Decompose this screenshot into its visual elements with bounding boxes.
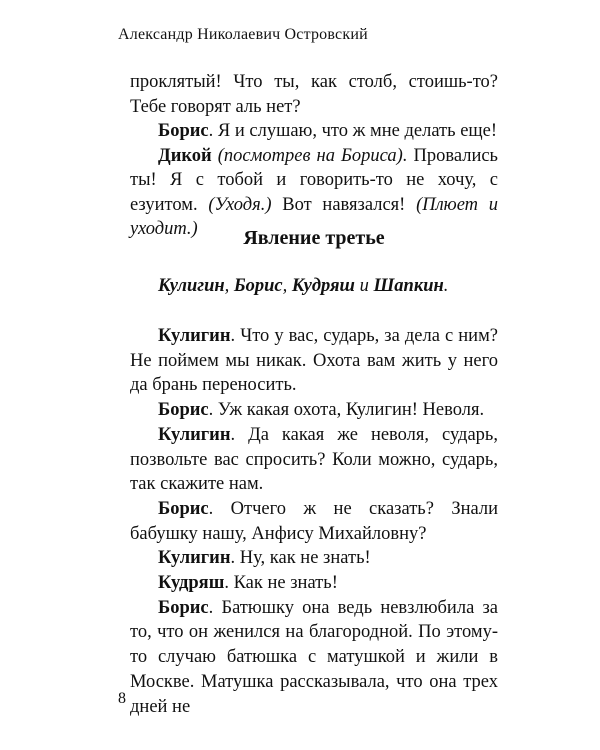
- stage-direction: (посмотрев на Бориса).: [211, 145, 408, 166]
- dialogue-line: [130, 119, 498, 144]
- dialogue-line: [130, 596, 498, 720]
- speech-text: . Ну, как не знать!: [230, 548, 371, 569]
- cast-list: [158, 276, 448, 297]
- dialogue-line: [130, 546, 498, 571]
- speaker-name: Борис: [158, 121, 209, 141]
- stage-direction: (Уходя.): [208, 194, 272, 215]
- speech-text: . Что у вас, сударь, за дела с ним? Не поймем мы никак. Охота вам жить у него да брань переносить.: [130, 326, 498, 396]
- cast-name: Борис: [233, 276, 283, 296]
- continuation-text: проклятый! Что ты, как столб, стоишь-то? Тебе говорят аль нет?: [130, 72, 498, 117]
- dialogue-line: [130, 497, 498, 546]
- cast-separator: ,: [224, 276, 234, 296]
- dialogue-continuation: [130, 70, 498, 119]
- running-head: Александр Николаевич Островский: [118, 26, 368, 43]
- speaker-name: Борис: [158, 498, 209, 519]
- speaker-name: Кулигин: [158, 548, 231, 569]
- speaker-name: Борис: [158, 400, 209, 421]
- speech-text: . Уж какая охота, Кулигин! Неволя.: [208, 400, 485, 421]
- speaker-name: Дикой: [158, 145, 212, 166]
- speaker-name: Борис: [158, 597, 209, 618]
- scene-title: Явление третье: [243, 227, 385, 249]
- speech-text: . Отчего ж не сказать? Знали бабушку нашу, Анфису Михайловну?: [130, 498, 498, 544]
- dialogue-line: [130, 423, 498, 497]
- speaker-name: Кулигин: [158, 326, 231, 346]
- cast-end: .: [443, 276, 449, 296]
- cast-separator: ,: [282, 276, 292, 296]
- cast-separator: и: [354, 276, 374, 296]
- dialogue-line: [130, 398, 498, 423]
- dialogue-line: [130, 571, 498, 596]
- speech-text: . Я и слушаю, что ж мне делать еще!: [208, 121, 498, 141]
- speech-text: Провались ты! Я с тобой и говорить-то не хочу, с езуитом.: [130, 145, 498, 215]
- speech-text: . Как не знать!: [224, 573, 338, 594]
- dialogue-scene-three: [130, 324, 498, 719]
- cast-name: Шапкин: [373, 276, 444, 296]
- cast-name: Кулигин: [158, 276, 225, 296]
- stage-direction: (Плюет и уходит.): [130, 194, 499, 239]
- speaker-name: Кудряш: [158, 573, 225, 594]
- cast-name: Кудряш: [291, 276, 355, 296]
- speech-text: Вот навязался!: [271, 194, 417, 215]
- speaker-name: Кулигин: [158, 424, 231, 445]
- page-number: 8: [118, 690, 126, 707]
- dialogue-top: [130, 70, 498, 242]
- speech-text: . Батюшку она ведь невзлюбила за то, что он женился на благородной. По этому-то случаю батюшка с матушкой и жили в Москве. Матушка рассказывала, что она трех дней не: [130, 597, 498, 717]
- speech-text: . Да какая же неволя, сударь, позвольте вас спросить? Коли можно, сударь, так скажите нам.: [130, 424, 498, 495]
- dialogue-line: [130, 324, 498, 398]
